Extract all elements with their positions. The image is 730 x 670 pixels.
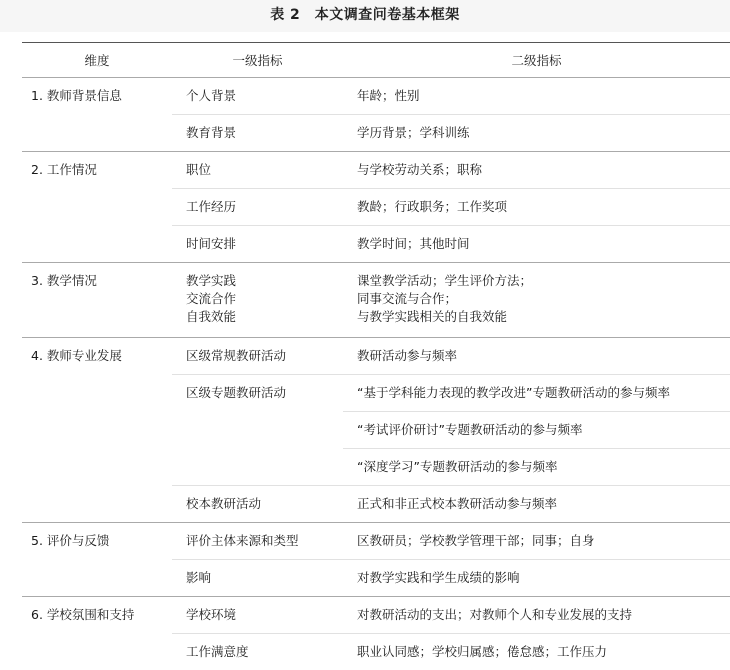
dimension-cell: 1. 教师背景信息	[22, 78, 172, 152]
table-row	[22, 523, 730, 560]
level1-line: 教学实践	[186, 272, 343, 290]
table-row	[22, 338, 730, 375]
level1-cell: 区级专题教研活动	[172, 375, 343, 486]
level2-cell: 区教研员；学校教学管理干部；同事；自身	[343, 523, 730, 560]
level2-cell: 教龄；行政职务；工作奖项	[343, 189, 730, 226]
table-title: 表 2 本文调查问卷基本框架	[0, 0, 730, 32]
level1-cell: 校本教研活动	[172, 486, 343, 523]
level1-cell: 区级常规教研活动	[172, 338, 343, 375]
level1-line: 交流合作	[186, 290, 343, 308]
table-row	[22, 597, 730, 634]
header-level2: 二级指标	[343, 43, 730, 78]
level2-cell: 正式和非正式校本教研活动参与频率	[343, 486, 730, 523]
level2-cell	[343, 263, 730, 338]
table-row	[22, 263, 730, 338]
framework-table	[22, 42, 730, 670]
level1-cell: 工作满意度	[172, 634, 343, 670]
level2-cell: “基于学科能力表现的教学改进”专题教研活动的参与频率	[343, 375, 730, 412]
level1-cell: 评价主体来源和类型	[172, 523, 343, 560]
level1-line: 自我效能	[186, 308, 343, 326]
level2-cell: 与学校劳动关系；职称	[343, 152, 730, 189]
level2-cell: 职业认同感；学校归属感；倦怠感；工作压力	[343, 634, 730, 670]
level2-cell: “考试评价研讨”专题教研活动的参与频率	[343, 412, 730, 449]
header-dimension: 维度	[22, 43, 172, 78]
level1-cell: 职位	[172, 152, 343, 189]
level1-cell	[172, 263, 343, 338]
level2-line: 同事交流与合作；	[357, 290, 730, 308]
level1-cell: 工作经历	[172, 189, 343, 226]
level2-cell: 学历背景；学科训练	[343, 115, 730, 152]
table-row	[22, 78, 730, 115]
level2-cell: 教学时间；其他时间	[343, 226, 730, 263]
level1-cell: 学校环境	[172, 597, 343, 634]
level2-line: 课堂教学活动；学生评价方法；	[357, 272, 730, 290]
dimension-cell: 4. 教师专业发展	[22, 338, 172, 523]
level1-cell: 影响	[172, 560, 343, 597]
table-row	[22, 152, 730, 189]
header-row	[22, 43, 730, 78]
header-level1: 一级指标	[172, 43, 343, 78]
level1-cell: 时间安排	[172, 226, 343, 263]
dimension-cell: 3. 教学情况	[22, 263, 172, 338]
level2-cell: 教研活动参与频率	[343, 338, 730, 375]
level2-cell: 对教学实践和学生成绩的影响	[343, 560, 730, 597]
level2-line: 与教学实践相关的自我效能	[357, 308, 730, 326]
level2-cell: 对教研活动的支出；对教师个人和专业发展的支持	[343, 597, 730, 634]
level2-cell: 年龄；性别	[343, 78, 730, 115]
level1-cell: 个人背景	[172, 78, 343, 115]
dimension-cell: 6. 学校氛围和支持	[22, 597, 172, 670]
level2-cell: “深度学习”专题教研活动的参与频率	[343, 449, 730, 486]
level1-cell: 教育背景	[172, 115, 343, 152]
dimension-cell: 2. 工作情况	[22, 152, 172, 263]
dimension-cell: 5. 评价与反馈	[22, 523, 172, 597]
